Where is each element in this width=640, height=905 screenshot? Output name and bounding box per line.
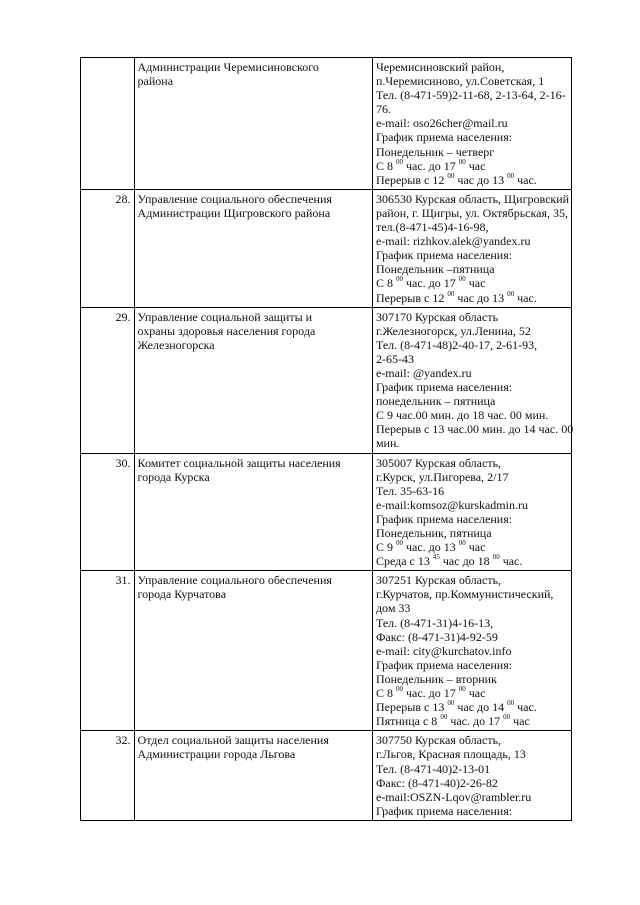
info-text: час. до 17 (402, 686, 459, 701)
info-text: час. (514, 290, 537, 305)
info-text: С 8 (375, 276, 396, 291)
info-line (376, 130, 568, 144)
info-line (376, 686, 568, 700)
time-minutes-superscript: 00 (447, 699, 455, 708)
time-minutes-superscript: 00 (507, 699, 515, 708)
contact-info (372, 571, 571, 731)
info-text: Тел. (8-471-31)4-16-13, (375, 615, 494, 630)
info-text: час. (514, 172, 537, 187)
info-line (376, 102, 568, 116)
info-text: Тел. (8-471-59)2-11-68, 2-13-64, 2-16- (375, 88, 566, 103)
info-text: С 9 (375, 540, 396, 555)
info-text: час. (514, 700, 537, 715)
info-text: Факс: (8-471-40)2-26-82 (375, 775, 498, 790)
table-row (81, 307, 572, 453)
time-minutes-superscript: 00 (492, 553, 500, 562)
info-line (376, 408, 568, 422)
info-line (376, 60, 568, 74)
info-line (376, 74, 568, 88)
info-line (376, 352, 568, 366)
organization-name (134, 58, 372, 190)
info-text: 307750 Курская область, (375, 733, 502, 748)
info-text: 306530 Курская область, Щигровский (375, 191, 570, 206)
organization-name (134, 189, 372, 307)
info-line (376, 145, 568, 159)
info-text: час до 13 (454, 290, 508, 305)
info-text: Перерыв с 12 (375, 172, 448, 187)
info-line (376, 714, 568, 728)
info-line (376, 88, 568, 102)
info-line (376, 173, 568, 187)
info-text: час (465, 158, 486, 173)
info-line (376, 206, 568, 220)
time-minutes-superscript: 00 (447, 289, 455, 298)
contact-info (372, 58, 571, 190)
info-text: Пятница с 8 (375, 714, 441, 729)
info-text: мин. (375, 436, 400, 451)
org-line: Железногорска (137, 337, 215, 352)
time-minutes-superscript: 00 (395, 539, 403, 548)
time-minutes-superscript: 00 (440, 713, 448, 722)
info-text: 307251 Курская область, (375, 573, 502, 588)
info-text: График приема населения: (375, 511, 513, 526)
info-line (376, 554, 568, 568)
info-text: 307170 Курская область (375, 309, 499, 324)
info-text: час (465, 540, 486, 555)
time-minutes-superscript: 00 (458, 539, 466, 548)
info-text: час. до 17 (402, 276, 459, 291)
org-line: Управление социального обеспечения (137, 191, 332, 206)
info-text: e-mail:OSZN-Lqov@rambler.ru (375, 789, 532, 804)
info-line (376, 601, 568, 615)
info-line (376, 436, 568, 450)
row-number: 29. (81, 307, 135, 453)
info-line (376, 804, 568, 818)
time-minutes-superscript: 00 (458, 685, 466, 694)
info-text: Факс: (8-471-31)4-92-59 (375, 629, 498, 644)
info-line (376, 672, 568, 686)
info-text: час. до 13 (402, 540, 459, 555)
table-row (81, 58, 572, 190)
info-text: Понедельник –пятница (375, 262, 495, 277)
contact-info (372, 731, 571, 821)
info-text: час до 18 (439, 554, 493, 569)
info-line (376, 248, 568, 262)
info-text: район, г. Щигры, ул. Октябрьская, 35, (375, 205, 569, 220)
info-line (376, 512, 568, 526)
info-line (376, 616, 568, 630)
org-line: города Курчатова (137, 587, 227, 602)
info-line (376, 116, 568, 130)
info-line (376, 338, 568, 352)
org-line: района (137, 74, 174, 89)
info-line (375, 422, 574, 437)
info-line (376, 498, 568, 512)
info-text: час. до 17 (402, 158, 459, 173)
info-line (376, 484, 568, 498)
info-line (376, 776, 568, 790)
info-text: Перерыв с 13 (375, 700, 448, 715)
info-text: час. до 17 (447, 714, 504, 729)
info-text: С 8 (375, 158, 396, 173)
time-minutes-superscript: 00 (395, 157, 403, 166)
time-minutes-superscript: 00 (507, 171, 515, 180)
table-row (81, 571, 572, 731)
contact-info (372, 189, 571, 307)
org-line: Комитет социальной защиты населения (137, 455, 341, 470)
info-text: График приема населения: (375, 248, 513, 263)
info-line (376, 456, 568, 470)
info-text: Тел. (8-471-48)2-40-17, 2-61-93, (375, 337, 538, 352)
info-line (376, 234, 568, 248)
info-text: Понедельник – вторник (375, 671, 497, 686)
info-line (376, 192, 568, 206)
info-text: Тел. (8-471-40)2-13-01 (375, 761, 491, 776)
info-text: Среда с 13 (375, 554, 433, 569)
info-text: Понедельник – четверг (375, 144, 495, 159)
time-minutes-superscript: 00 (447, 171, 455, 180)
row-number: 31. (81, 571, 135, 731)
info-line (376, 366, 568, 380)
info-line (376, 470, 568, 484)
info-text: час (465, 686, 486, 701)
info-line (376, 540, 568, 554)
info-text: г.Льгов, Красная площадь, 13 (375, 747, 526, 762)
org-line: охраны здоровья населения города (137, 323, 316, 338)
info-text: 76. (375, 102, 391, 117)
organization-name (134, 731, 372, 821)
info-text: e-mail: city@kurchatov.info (375, 643, 512, 658)
table-row (81, 189, 572, 307)
time-minutes-superscript: 45 (432, 553, 440, 562)
info-text: С 8 (375, 686, 396, 701)
info-text: Перерыв с 12 (375, 290, 448, 305)
info-line (376, 747, 568, 761)
info-text: дом 33 (375, 601, 411, 616)
info-text: Черемисиновский район, (375, 60, 505, 74)
info-text: тел.(8-471-45)4-16-98, (375, 220, 489, 235)
info-text: График приема населения: (375, 380, 513, 395)
info-text: г.Железногорск, ул.Ленина, 52 (375, 323, 531, 338)
row-number: 30. (81, 453, 135, 571)
info-text: 305007 Курская область, (375, 455, 502, 470)
time-minutes-superscript: 00 (458, 157, 466, 166)
info-line (376, 276, 568, 290)
info-line (376, 573, 568, 587)
info-line (376, 526, 568, 540)
time-minutes-superscript: 00 (507, 289, 515, 298)
info-text: e-mail: @yandex.ru (375, 365, 472, 380)
info-text: час (510, 714, 530, 729)
info-text: час до 13 (454, 172, 508, 187)
org-line: Управление социального обеспечения (137, 573, 332, 588)
row-number (81, 58, 135, 190)
info-line (376, 310, 568, 324)
info-text: г.Курчатов, пр.Коммунистический, (375, 587, 554, 602)
info-line (376, 262, 568, 276)
info-text: e-mail: rizhkov.alek@yandex.ru (375, 234, 531, 249)
org-line: Управление социальной защиты и (137, 309, 313, 324)
info-line (376, 658, 568, 672)
org-line: Администрации Черемисиновского (137, 60, 319, 74)
org-line: города Курска (137, 469, 210, 484)
time-minutes-superscript: 00 (503, 713, 511, 722)
info-line (376, 587, 568, 601)
organization-name (134, 571, 372, 731)
info-line (376, 630, 568, 644)
info-text: График приема населения: (375, 657, 513, 672)
table-row (81, 453, 572, 571)
row-number: 28. (81, 189, 135, 307)
organization-name (134, 453, 372, 571)
info-text: Перерыв с 13 час.00 мин. до 14 час. 00 (375, 422, 574, 437)
contact-info (372, 453, 571, 571)
info-text: понедельник – пятница (375, 394, 496, 409)
info-text: час. (499, 554, 523, 569)
info-text: п.Черемисиново, ул.Советская, 1 (375, 74, 545, 89)
info-line (376, 394, 568, 408)
time-minutes-superscript: 00 (395, 685, 403, 694)
info-text: час до 14 (454, 700, 508, 715)
info-text: График приема населения: (375, 803, 513, 818)
info-line (376, 790, 568, 804)
org-line: Отдел социальной защиты населения (137, 733, 329, 748)
info-line (376, 324, 568, 338)
info-line (376, 220, 568, 234)
contact-info (372, 307, 574, 453)
info-line (376, 733, 568, 747)
time-minutes-superscript: 00 (458, 275, 466, 284)
info-text: e-mail: oso26cher@mail.ru (375, 116, 508, 131)
info-line (376, 291, 568, 305)
organization-name (134, 307, 372, 453)
info-text: С 9 час.00 мин. до 18 час. 00 мин. (375, 408, 549, 423)
time-minutes-superscript: 00 (395, 275, 403, 284)
info-text: График приема населения: (375, 130, 513, 145)
info-text: 2-65-43 (375, 351, 414, 366)
info-line (376, 380, 568, 394)
info-text: г.Курск, ул.Пигорева, 2/17 (375, 469, 509, 484)
agency-table (80, 57, 572, 821)
org-line: Администрации Щигровского района (137, 205, 331, 220)
info-text: e-mail:komsoz@kurskadmin.ru (375, 497, 528, 512)
info-text: Тел. 35-63-16 (375, 483, 445, 498)
info-line (376, 700, 568, 714)
info-line (376, 159, 568, 173)
agency-table-body (81, 58, 572, 821)
table-row (81, 731, 572, 821)
info-text: Понедельник, пятница (375, 526, 492, 540)
org-line: Администрации города Льгова (137, 747, 296, 762)
info-line (376, 644, 568, 658)
info-line (376, 762, 568, 776)
info-text: час (465, 276, 486, 291)
row-number: 32. (81, 731, 135, 821)
